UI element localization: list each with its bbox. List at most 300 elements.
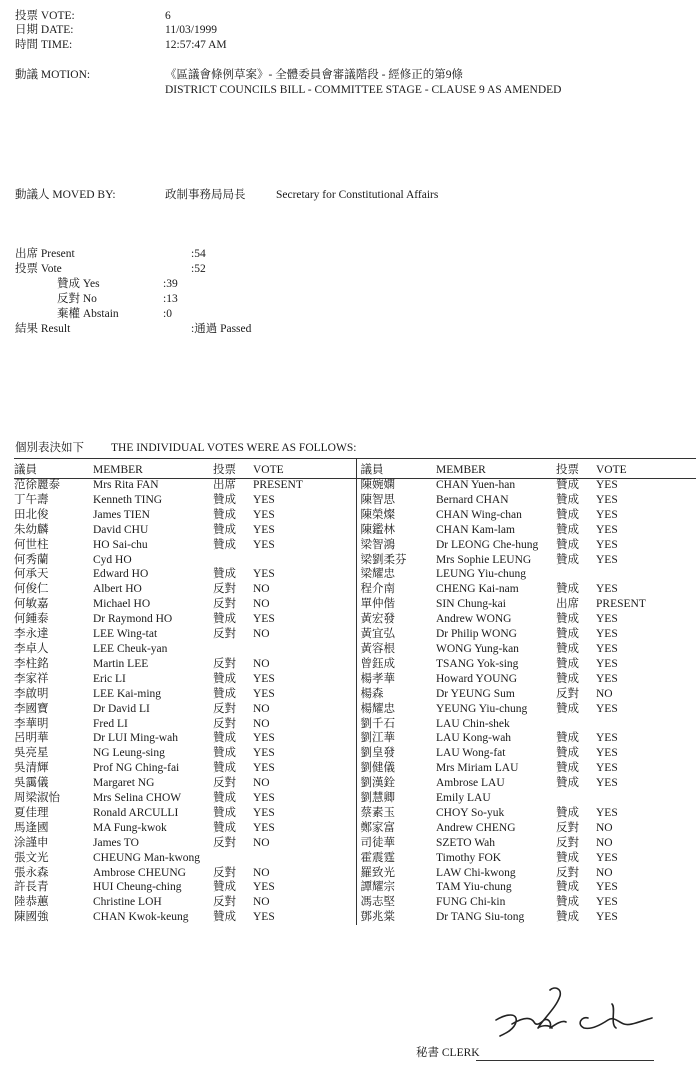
member-name-zh: 吳亮星 <box>14 747 49 760</box>
member-name-en: MA Fung-kwok <box>93 821 167 834</box>
member-name-en: Mrs Sophie LEUNG <box>436 553 532 566</box>
member-name-en: Eric LI <box>93 672 126 685</box>
table-row <box>14 523 696 538</box>
vote-en: YES <box>596 732 618 745</box>
member-name-en: YEUNG Yiu-chung <box>436 702 528 715</box>
vote-zh: 贊成 <box>556 538 579 551</box>
member-name-en: Edward HO <box>93 568 149 581</box>
member-name-en: CHAN Kam-lam <box>436 523 515 536</box>
vote-en: NO <box>253 702 270 715</box>
abstain-value: :0 <box>163 308 172 320</box>
member-name-en: LAU Chin-shek <box>436 717 510 730</box>
member-name-en: Dr Raymond HO <box>93 613 173 626</box>
vote-en: YES <box>596 672 618 685</box>
vote-zh: 反對 <box>556 836 579 849</box>
vote-zh: 贊成 <box>556 523 579 536</box>
vote-en: NO <box>596 836 613 849</box>
vote-en: NO <box>253 836 270 849</box>
table-row <box>14 582 696 597</box>
vote-zh: 贊成 <box>213 613 236 626</box>
vote-en: YES <box>253 493 275 506</box>
table-row <box>14 910 696 925</box>
table-row <box>14 746 696 761</box>
vote-zh: 反對 <box>556 866 579 879</box>
member-name-zh: 黃容根 <box>356 642 436 657</box>
vote-en: YES <box>253 538 275 551</box>
individual-votes-intro-zh: 個別表決如下 <box>15 442 84 454</box>
vote-en: YES <box>253 911 275 924</box>
vote-zh: 反對 <box>213 836 236 849</box>
member-name-zh: 馬逢國 <box>14 821 49 834</box>
member-name-zh: 李華明 <box>14 717 49 730</box>
vote-zh: 出席 <box>213 479 236 491</box>
member-name-zh: 陳榮燦 <box>356 508 436 523</box>
vote-en: PRESENT <box>253 479 303 491</box>
vote-en: YES <box>596 583 618 596</box>
vote-en: NO <box>253 896 270 909</box>
vote-en: NO <box>253 866 270 879</box>
table-row <box>14 776 696 791</box>
vote-zh: 贊成 <box>556 657 579 670</box>
member-name-zh: 馮志堅 <box>356 895 436 910</box>
table-header-row <box>14 463 696 478</box>
vote-zh: 贊成 <box>556 583 579 596</box>
vote-en: YES <box>253 881 275 894</box>
table-row <box>14 687 696 702</box>
vote-en <box>253 851 356 866</box>
vote-zh: 反對 <box>213 717 236 730</box>
vote-zh: 贊成 <box>213 911 236 924</box>
vote-zh <box>556 567 596 582</box>
table-row <box>14 627 696 642</box>
vote-en: YES <box>596 777 618 790</box>
member-name-en: LEE Cheuk-yan <box>93 642 168 655</box>
vote-zh: 贊成 <box>556 628 579 641</box>
vote-en: YES <box>596 911 618 924</box>
vote-en: YES <box>596 806 618 819</box>
member-name-en: SIN Chung-kai <box>436 598 506 611</box>
vote-en: YES <box>596 762 618 775</box>
member-name-zh: 呂明華 <box>14 732 49 745</box>
vote-zh: 贊成 <box>556 493 579 506</box>
vote-en: YES <box>596 538 618 551</box>
member-name-en: Timothy FOK <box>436 851 502 864</box>
votes-cast-label: 投票 Vote <box>15 263 62 275</box>
member-name-en: Dr LEONG Che-hung <box>436 538 539 551</box>
member-name-zh: 吳靄儀 <box>14 777 49 790</box>
table-row <box>14 642 696 657</box>
member-name-zh: 李柱銘 <box>14 657 49 670</box>
vote-en: YES <box>253 568 275 581</box>
vote-en: NO <box>253 598 270 611</box>
present-label: 出席 Present <box>15 248 75 260</box>
col-member-en: MEMBER <box>436 464 486 476</box>
member-name-en: CHENG Kai-nam <box>436 583 519 596</box>
table-row <box>14 508 696 523</box>
individual-votes-intro-en: THE INDIVIDUAL VOTES WERE AS FOLLOWS: <box>111 442 357 454</box>
col-vote-zh: 投票 <box>213 464 236 476</box>
member-name-zh: 吳清輝 <box>14 762 49 775</box>
vote-en: YES <box>596 613 618 626</box>
result-value: :通過 Passed <box>191 323 252 335</box>
table-row <box>14 672 696 687</box>
member-name-zh: 朱幼麟 <box>14 523 49 536</box>
member-name-en: LAW Chi-kwong <box>436 866 516 879</box>
vote-zh: 反對 <box>213 583 236 596</box>
vote-en: YES <box>253 762 275 775</box>
vote-zh: 贊成 <box>556 553 579 566</box>
member-name-zh: 李卓人 <box>14 642 49 655</box>
member-name-zh: 蔡素玉 <box>356 806 436 821</box>
vote-zh: 贊成 <box>213 747 236 760</box>
col-member-zh: 議員 <box>14 464 37 476</box>
clerk-signature-icon <box>492 984 658 1040</box>
member-name-zh: 劉皇發 <box>356 746 436 761</box>
vote-en: YES <box>596 747 618 760</box>
col-member-zh: 議員 <box>356 463 436 478</box>
member-name-zh: 陳智思 <box>356 493 436 508</box>
member-name-en: Emily LAU <box>436 792 491 805</box>
member-name-zh: 劉漢銓 <box>356 776 436 791</box>
member-name-en: Dr YEUNG Sum <box>436 687 515 700</box>
member-name-zh: 曾鈺成 <box>356 657 436 672</box>
member-name-en: Howard YOUNG <box>436 672 518 685</box>
vote-zh <box>213 553 253 568</box>
vote-en: YES <box>253 672 275 685</box>
individual-votes-table <box>14 463 696 925</box>
vote-en: NO <box>253 583 270 596</box>
table-row <box>14 612 696 627</box>
member-name-en: FUNG Chi-kin <box>436 896 506 909</box>
col-vote-zh: 投票 <box>556 464 579 476</box>
vote-en <box>253 642 356 657</box>
vote-zh: 反對 <box>213 777 236 790</box>
moved-by-label: 動議人 MOVED BY: <box>15 189 116 201</box>
member-name-zh: 丁午壽 <box>14 493 49 506</box>
no-value: :13 <box>163 293 178 305</box>
member-name-zh: 何鍾泰 <box>14 613 49 626</box>
member-name-en: Bernard CHAN <box>436 493 509 506</box>
vote-zh <box>556 717 596 732</box>
table-row <box>14 567 696 582</box>
vote-en: PRESENT <box>596 598 646 611</box>
vote-en: NO <box>596 821 613 834</box>
member-name-en: LEE Kai-ming <box>93 687 162 700</box>
vote-zh: 贊成 <box>213 687 236 700</box>
table-row <box>14 493 696 508</box>
vote-zh: 贊成 <box>556 806 579 819</box>
vote-en <box>596 567 696 582</box>
member-name-zh: 梁劉柔芬 <box>356 553 436 568</box>
vote-zh: 贊成 <box>213 523 236 536</box>
vote-en: YES <box>596 479 618 491</box>
vote-number-value: 6 <box>165 10 171 22</box>
votes-cast-value: :52 <box>191 263 206 275</box>
member-name-en: Prof NG Ching-fai <box>93 762 180 775</box>
vote-zh: 贊成 <box>556 508 579 521</box>
moved-by-zh: 政制事務局局長 <box>165 189 246 201</box>
member-name-en: Mrs Selina CHOW <box>93 792 182 805</box>
member-name-en: CHOY So-yuk <box>436 806 505 819</box>
vote-en: YES <box>253 792 275 805</box>
vote-zh: 反對 <box>213 702 236 715</box>
vote-zh: 反對 <box>556 687 579 700</box>
member-name-en: Andrew WONG <box>436 613 512 626</box>
table-row <box>14 821 696 836</box>
table-row <box>14 880 696 895</box>
vote-zh: 贊成 <box>556 672 579 685</box>
member-name-zh: 劉慧卿 <box>356 791 436 806</box>
vote-en: NO <box>596 866 613 879</box>
member-name-en: TSANG Yok-sing <box>436 657 519 670</box>
table-row <box>14 836 696 851</box>
member-name-zh: 何敏嘉 <box>14 598 49 611</box>
member-name-zh: 周梁淑怡 <box>14 792 60 805</box>
member-name-zh: 楊森 <box>356 687 436 702</box>
vote-en: NO <box>253 657 270 670</box>
vote-zh: 贊成 <box>213 821 236 834</box>
date-value: 11/03/1999 <box>165 24 217 36</box>
member-name-en: James TO <box>93 836 139 849</box>
vote-zh: 反對 <box>213 657 236 670</box>
vote-zh: 反對 <box>213 896 236 909</box>
vote-zh: 贊成 <box>213 568 236 581</box>
table-row <box>14 538 696 553</box>
vote-zh <box>213 642 253 657</box>
vote-en: YES <box>253 523 275 536</box>
time-value: 12:57:47 AM <box>165 39 227 51</box>
member-name-zh: 李國寶 <box>14 702 49 715</box>
member-name-zh: 鄭家富 <box>356 821 436 836</box>
member-name-zh: 霍震霆 <box>356 851 436 866</box>
column-divider <box>356 458 357 478</box>
vote-zh: 贊成 <box>213 493 236 506</box>
date-label: 日期 DATE: <box>15 24 74 36</box>
vote-en: YES <box>596 851 618 864</box>
vote-en <box>596 717 696 732</box>
vote-en: NO <box>253 628 270 641</box>
vote-en: NO <box>253 777 270 790</box>
vote-zh: 贊成 <box>556 613 579 626</box>
member-name-en: Dr Philip WONG <box>436 628 517 641</box>
member-name-en: David CHU <box>93 523 149 536</box>
member-name-en: Dr David LI <box>93 702 150 715</box>
member-name-en: Ronald ARCULLI <box>93 806 179 819</box>
yes-label: 贊成 Yes <box>57 278 100 290</box>
vote-en: YES <box>253 508 275 521</box>
abstain-label: 棄權 Abstain <box>57 308 119 320</box>
member-name-en: Michael HO <box>93 598 151 611</box>
vote-zh: 贊成 <box>556 642 579 655</box>
result-label: 結果 Result <box>15 323 71 335</box>
member-name-en: Dr LUI Ming-wah <box>93 732 178 745</box>
member-name-zh: 陳婉嫻 <box>356 478 436 493</box>
vote-en: YES <box>596 642 618 655</box>
yes-value: :39 <box>163 278 178 290</box>
table-row <box>14 866 696 881</box>
vote-zh: 贊成 <box>556 851 579 864</box>
time-label: 時間 TIME: <box>15 39 73 51</box>
member-name-en: LEE Wing-tat <box>93 628 158 641</box>
member-name-zh: 田北俊 <box>14 508 49 521</box>
member-name-zh: 黃宏發 <box>356 612 436 627</box>
vote-zh: 贊成 <box>213 881 236 894</box>
member-name-en: HUI Cheung-ching <box>93 881 182 894</box>
member-name-en: CHEUNG Man-kwong <box>93 851 201 864</box>
vote-zh: 贊成 <box>213 538 236 551</box>
member-name-zh: 何俊仁 <box>14 583 49 596</box>
table-row <box>14 717 696 732</box>
table-row <box>14 806 696 821</box>
member-name-zh: 李家祥 <box>14 672 49 685</box>
member-name-en: LAU Wong-fat <box>436 747 506 760</box>
motion-title-en: DISTRICT COUNCILS BILL - COMMITTEE STAGE - CLAUSE 9 AS AMENDED <box>165 84 562 96</box>
vote-zh <box>213 851 253 866</box>
table-row <box>14 731 696 746</box>
vote-zh: 贊成 <box>213 762 236 775</box>
vote-zh: 出席 <box>556 598 579 611</box>
vote-zh: 贊成 <box>213 672 236 685</box>
member-name-zh: 張永森 <box>14 866 49 879</box>
member-name-en: NG Leung-sing <box>93 747 165 760</box>
vote-zh: 反對 <box>213 628 236 641</box>
member-name-zh: 涂謹申 <box>14 836 49 849</box>
member-name-en: Martin LEE <box>93 657 149 670</box>
member-name-en: TAM Yiu-chung <box>436 881 512 894</box>
vote-zh: 贊成 <box>556 777 579 790</box>
vote-zh: 贊成 <box>213 732 236 745</box>
member-name-zh: 陳國強 <box>14 911 49 924</box>
member-name-en: SZETO Wah <box>436 836 496 849</box>
vote-zh: 贊成 <box>556 911 579 924</box>
vote-zh: 贊成 <box>556 896 579 909</box>
vote-zh: 贊成 <box>556 881 579 894</box>
member-name-zh: 范徐麗泰 <box>14 479 60 491</box>
vote-zh: 反對 <box>213 866 236 879</box>
clerk-label: 秘書 CLERK <box>416 1047 480 1059</box>
col-member-en: MEMBER <box>93 464 143 476</box>
vote-en: YES <box>596 628 618 641</box>
table-row <box>14 702 696 717</box>
vote-en: YES <box>596 702 618 715</box>
vote-zh: 贊成 <box>556 747 579 760</box>
col-vote-en: VOTE <box>253 464 284 476</box>
member-name-zh: 梁耀忠 <box>356 567 436 582</box>
moved-by-en: Secretary for Constitutional Affairs <box>276 189 439 201</box>
table-row <box>14 657 696 672</box>
vote-zh: 贊成 <box>556 762 579 775</box>
member-name-zh: 李啟明 <box>14 687 49 700</box>
vote-en: YES <box>596 657 618 670</box>
table-row <box>14 791 696 806</box>
motion-label: 動議 MOTION: <box>15 69 91 81</box>
vote-en: YES <box>596 553 618 566</box>
vote-zh <box>556 791 596 806</box>
member-name-en: Ambrose CHEUNG <box>93 866 186 879</box>
member-name-zh: 黃宜弘 <box>356 627 436 642</box>
vote-en: YES <box>253 747 275 760</box>
col-vote-en: VOTE <box>596 464 627 476</box>
vote-en: NO <box>253 717 270 730</box>
vote-en: YES <box>596 508 618 521</box>
clerk-signature-line <box>476 1060 654 1061</box>
vote-zh: 反對 <box>213 598 236 611</box>
member-name-zh: 陸恭蕙 <box>14 896 49 909</box>
table-row <box>14 761 696 776</box>
vote-en: YES <box>253 732 275 745</box>
table-row <box>14 597 696 612</box>
member-name-zh: 何世柱 <box>14 538 49 551</box>
vote-zh: 贊成 <box>556 732 579 745</box>
member-name-en: Margaret NG <box>93 777 155 790</box>
present-value: :54 <box>191 248 206 260</box>
member-name-en: CHAN Wing-chan <box>436 508 522 521</box>
vote-en: YES <box>253 613 275 626</box>
vote-en: YES <box>253 687 275 700</box>
member-name-en: WONG Yung-kan <box>436 642 519 655</box>
vote-en: YES <box>253 821 275 834</box>
member-name-en: Mrs Miriam LAU <box>436 762 519 775</box>
vote-en: YES <box>596 896 618 909</box>
member-name-zh: 梁智鴻 <box>356 538 436 553</box>
no-label: 反對 No <box>57 293 97 305</box>
member-name-zh: 單仲偕 <box>356 597 436 612</box>
table-row <box>14 851 696 866</box>
vote-en <box>253 553 356 568</box>
member-name-en: Mrs Rita FAN <box>93 479 159 491</box>
member-name-zh: 何秀蘭 <box>14 553 49 566</box>
motion-title-zh: 《區議會條例草案》- 全體委員會審議階段 - 經修正的第9條 <box>165 69 464 81</box>
vote-en: YES <box>253 806 275 819</box>
member-name-zh: 譚耀宗 <box>356 880 436 895</box>
vote-zh: 贊成 <box>556 702 579 715</box>
member-name-en: Andrew CHENG <box>436 821 516 834</box>
member-name-zh: 夏佳理 <box>14 806 49 819</box>
member-name-zh: 程介南 <box>356 582 436 597</box>
member-name-en: LAU Kong-wah <box>436 732 512 745</box>
table-row <box>14 553 696 568</box>
table-row <box>14 895 696 910</box>
vote-zh: 贊成 <box>213 792 236 805</box>
member-name-zh: 劉健儀 <box>356 761 436 776</box>
member-name-en: CHAN Kwok-keung <box>93 911 189 924</box>
member-name-en: Ambrose LAU <box>436 777 505 790</box>
vote-zh: 贊成 <box>213 508 236 521</box>
vote-en: NO <box>596 687 613 700</box>
member-name-en: CHAN Yuen-han <box>436 479 516 491</box>
vote-zh: 贊成 <box>213 806 236 819</box>
member-name-zh: 羅致光 <box>356 866 436 881</box>
table-row <box>14 478 696 493</box>
member-name-zh: 鄧兆棠 <box>356 910 436 925</box>
member-name-en: HO Sai-chu <box>93 538 148 551</box>
vote-en: YES <box>596 493 618 506</box>
member-name-en: Dr TANG Siu-tong <box>436 911 525 924</box>
member-name-zh: 楊耀忠 <box>356 702 436 717</box>
vote-en <box>596 791 696 806</box>
table-top-rule <box>14 458 696 459</box>
member-name-zh: 劉江華 <box>356 731 436 746</box>
member-name-en: Fred LI <box>93 717 128 730</box>
member-name-zh: 何承天 <box>14 568 49 581</box>
vote-zh: 贊成 <box>556 479 579 491</box>
vote-zh: 反對 <box>556 821 579 834</box>
member-name-en: Cyd HO <box>93 553 132 566</box>
member-name-zh: 司徒華 <box>356 836 436 851</box>
vote-en: YES <box>596 881 618 894</box>
member-name-zh: 許長青 <box>14 881 49 894</box>
member-name-zh: 劉千石 <box>356 717 436 732</box>
